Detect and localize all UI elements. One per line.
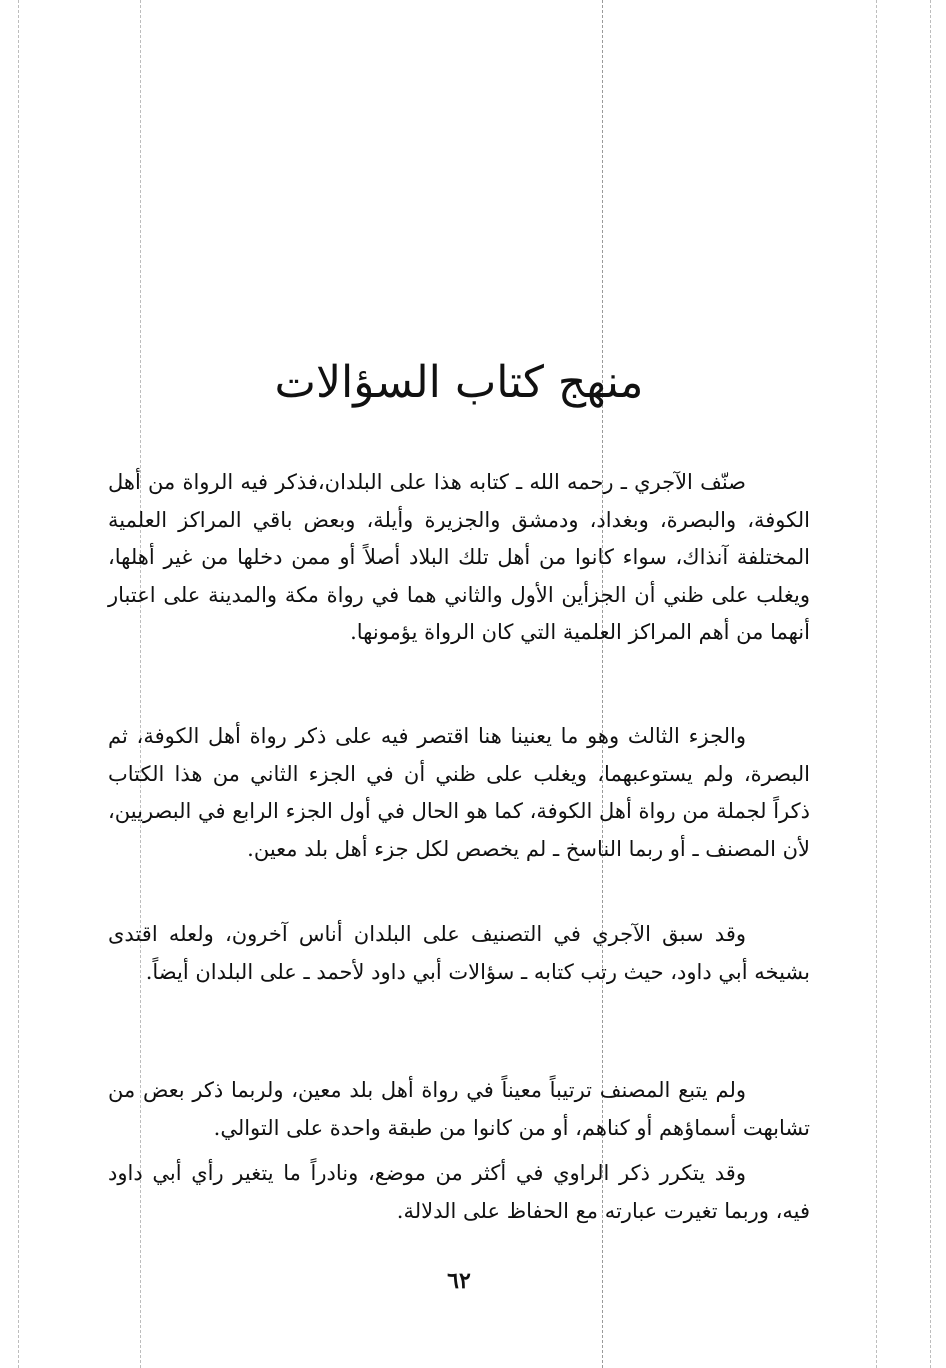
paragraph-text: والجزء الثالث وهو ما يعنينا هنا اقتصر فيه على ذكر رواة أهل الكوفة، ثم البصرة، ولم يستوعبهما، ويغلب على ظني أن في الجزء الثاني من هذا الكتاب ذكراً لجملة من رواة أهل الكوفة، كما هو الحال في أول الجزء الرابع في البصريين، لأن المصنف ـ أو ربما الناسخ ـ لم يخصص لكل جزء أهل بلد معين.: [108, 724, 810, 861]
document-page: [108, 0, 810, 1368]
paragraph-text: وقد يتكرر ذكر الراوي في أكثر من موضع، ونادراً ما يتغير رأي أبي داود فيه، وربما تغيرت عبارته مع الحفاظ على الدلالة.: [108, 1161, 810, 1223]
chapter-title: منهج كتاب السؤالات: [274, 357, 644, 408]
paragraph-1: [108, 464, 810, 652]
paragraph-text: وقد سبق الآجري في التصنيف على البلدان أناس آخرون، ولعله اقتدى بشيخه أبي داود، حيث رتب كتابه ـ سؤالات أبي داود لأحمد ـ على البلدان أيضاً.: [108, 922, 810, 984]
paragraph-text: ولم يتبع المصنف ترتيباً معيناً في رواة أهل بلد معين، ولربما ذكر بعض من تشابهت أسماؤهم أو كناهم، أو من كانوا من طبقة واحدة على التوالي.: [108, 1078, 810, 1140]
paragraph-4: [108, 1072, 810, 1147]
scan-edge-line: [930, 0, 931, 1368]
paragraph-2: [108, 718, 810, 868]
scan-edge-line: [876, 0, 877, 1368]
scan-edge-line: [18, 0, 19, 1368]
paragraph-5: [108, 1155, 810, 1230]
paragraph-3: [108, 916, 810, 991]
page-number: ٦٢: [447, 1268, 471, 1294]
paragraph-text: صنّف الآجري ـ رحمه الله ـ كتابه هذا على البلدان،فذكر فيه الرواة من أهل الكوفة، والبصرة، وبغداد، ودمشق والجزيرة وأيلة، وبعض باقي المراكز العلمية المختلفة آنذاك، سواء كانوا من أهل تلك البلاد أصلاً أو ممن دخلها من غير أهلها، ويغلب على ظني أن الجزأين الأول والثاني هما في رواة مكة والمدينة على اعتبار أنهما من أهم المراكز العلمية التي كان الرواة يؤمونها.: [108, 470, 810, 644]
